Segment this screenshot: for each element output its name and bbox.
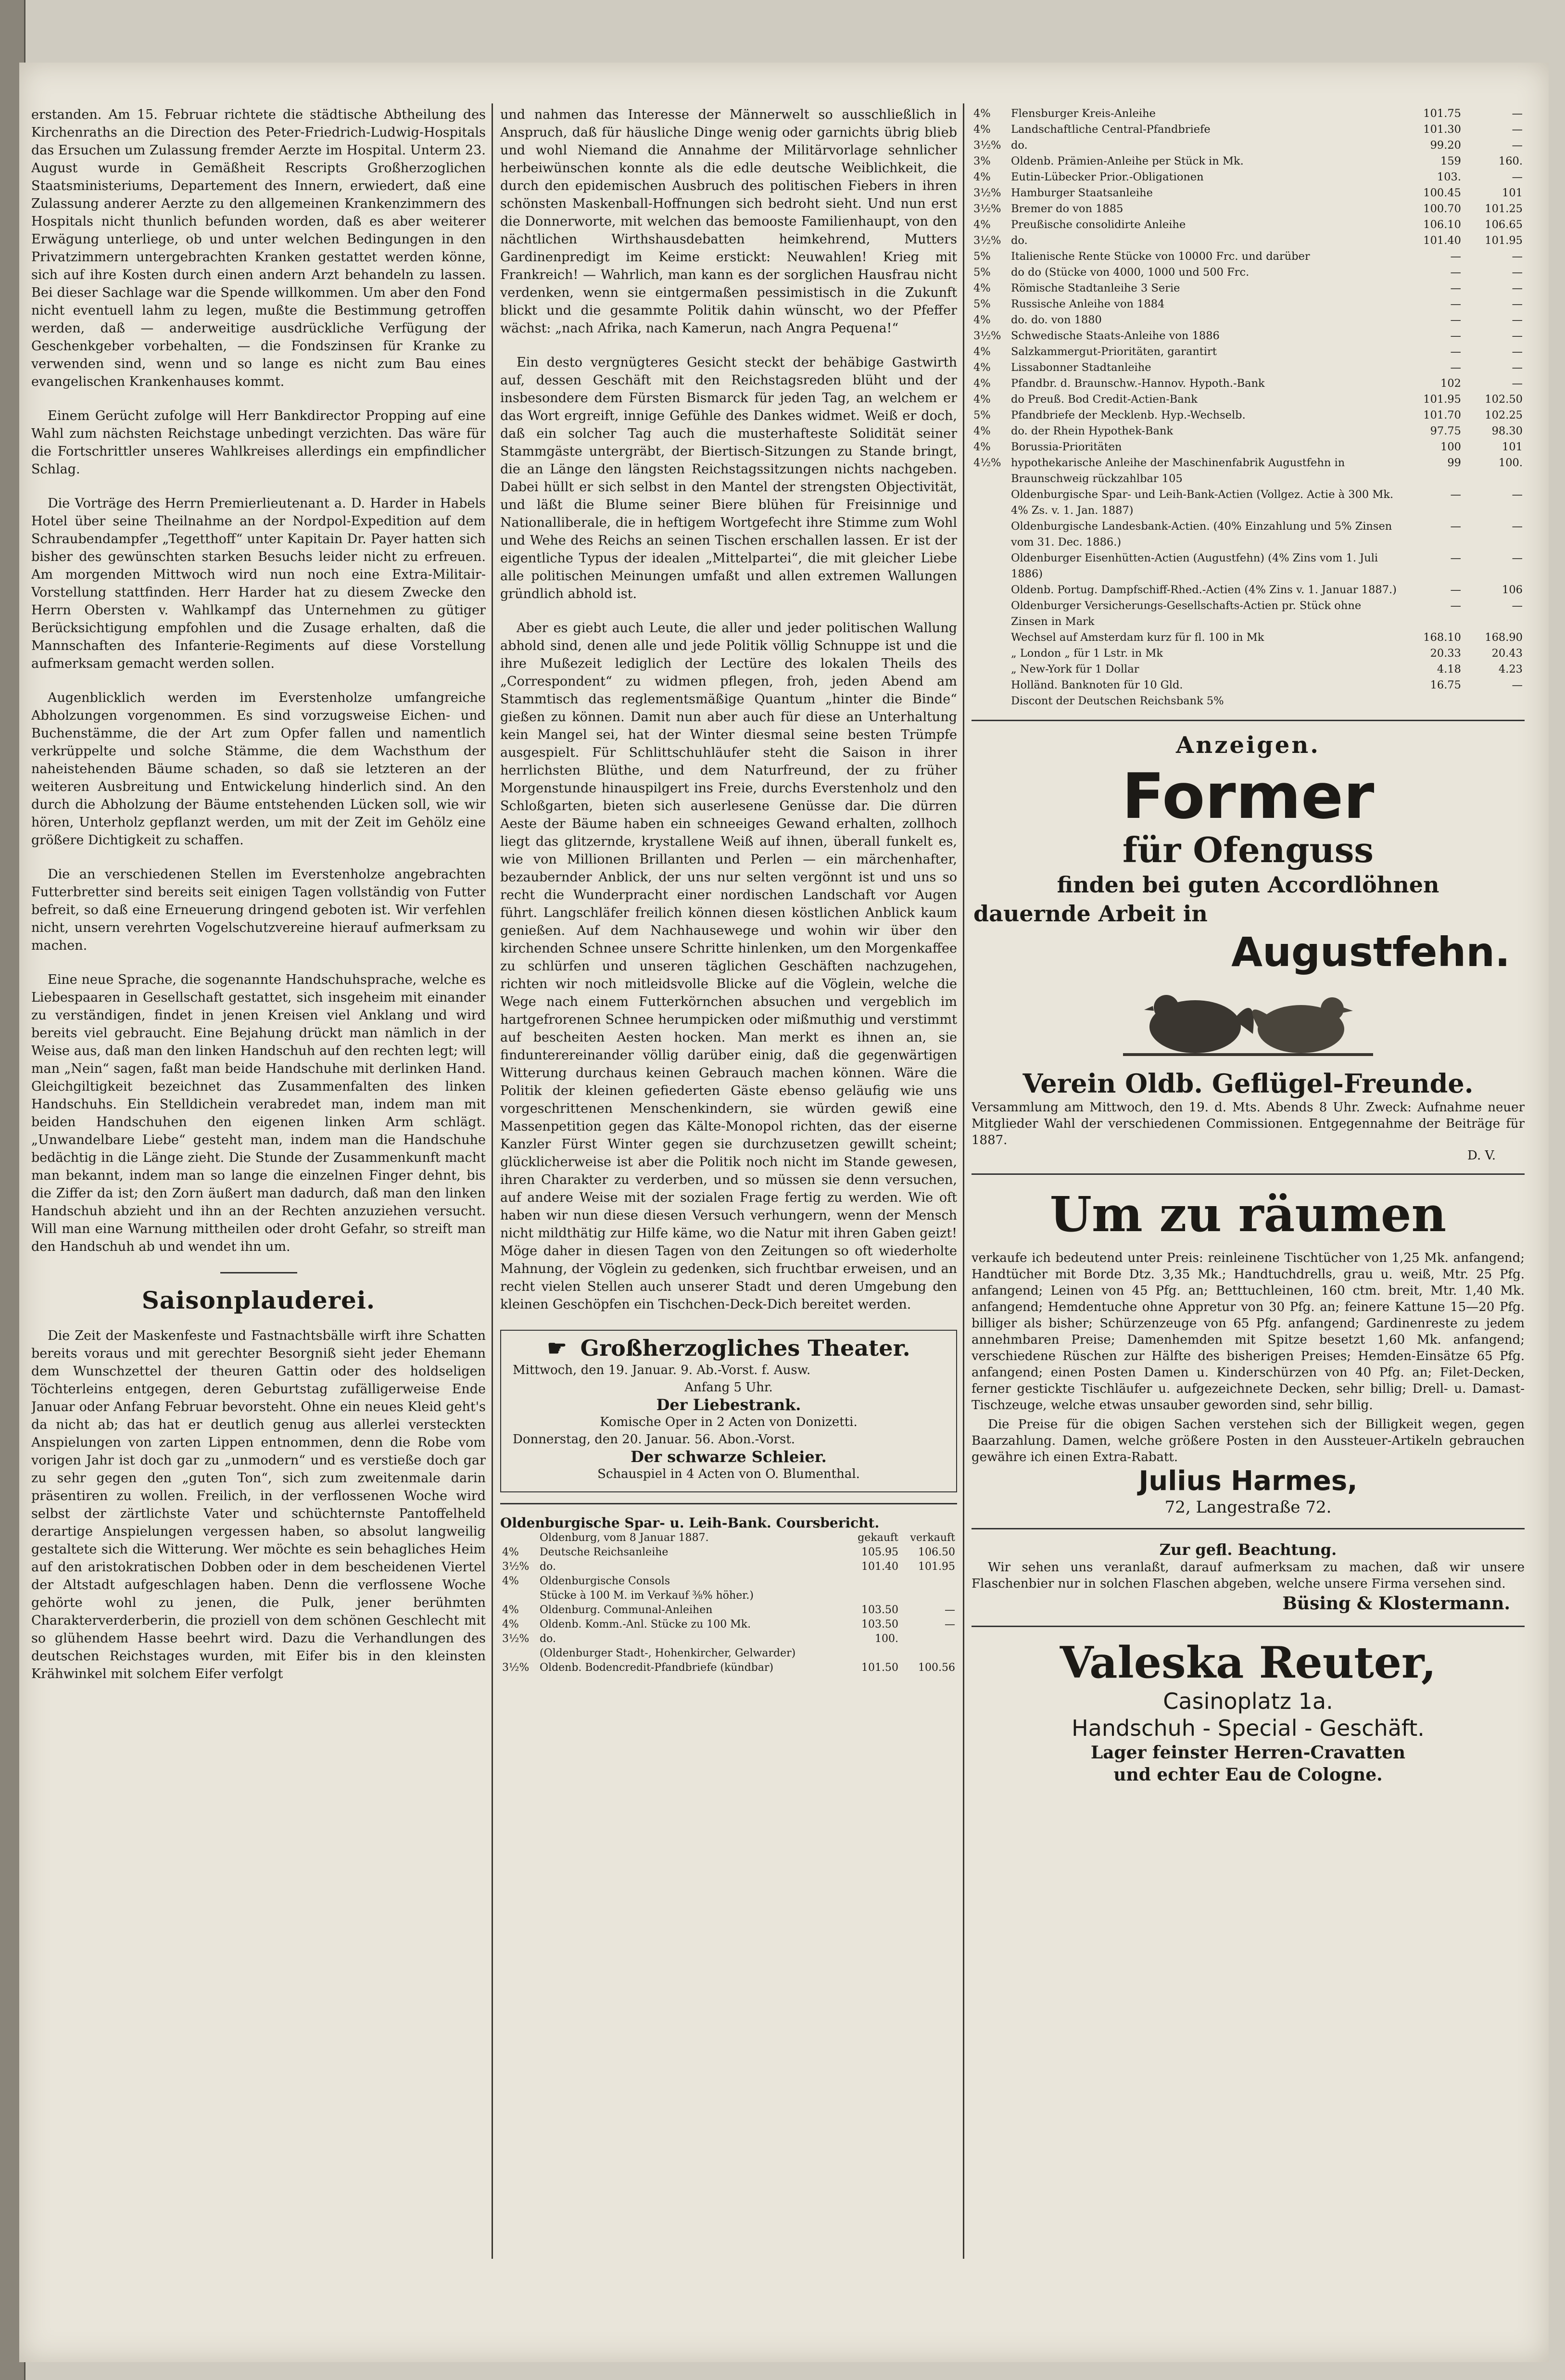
rate-cell	[500, 1589, 538, 1603]
rate-cell: 4%	[973, 123, 991, 136]
security-cell: Oldenburger Versicherungs-Gesellschafts-Actien pr. Stück ohne Zinsen in Mark	[1011, 599, 1362, 628]
value-cell: —	[1512, 139, 1523, 152]
course-row	[972, 519, 1525, 550]
security-cell: Oldenburger Eisenhütten-Actien (Augustfehn) (4% Zins vom 1. Juli 1886)	[1011, 552, 1378, 580]
course-row	[972, 677, 1525, 693]
security-cell: do.	[540, 1633, 556, 1645]
column-rule	[963, 103, 964, 2259]
security-cell: Schwedische Staats-Anleihe von 1886	[1011, 330, 1220, 342]
value-cell: 101.25	[1485, 203, 1523, 215]
course-row	[972, 249, 1525, 265]
value-cell: —	[1512, 123, 1523, 136]
value-cell: 168.90	[1485, 631, 1523, 644]
rate-cell	[500, 1646, 538, 1661]
bank-row	[500, 1617, 957, 1632]
value-cell: 4.23	[1498, 663, 1523, 675]
bank-row	[500, 1603, 957, 1617]
rate-cell: 4%	[502, 1546, 519, 1558]
course-row	[972, 662, 1525, 677]
value-cell: 101.40	[861, 1561, 898, 1573]
bank-report	[500, 1515, 957, 1675]
security-cell: Landschaftliche Central-Pfandbriefe	[1011, 123, 1211, 136]
rate-cell: 3½%	[973, 330, 1001, 342]
column-right	[972, 106, 1525, 1786]
theatre-title: Großherzogliches Theater.	[580, 1335, 910, 1361]
course-row	[972, 122, 1525, 138]
ad-valeska-address: Casinoplatz 1a.	[1163, 1688, 1333, 1714]
security-cell: do. do. von 1880	[1011, 314, 1102, 326]
value-cell: 160.	[1498, 155, 1523, 167]
security-cell: Oldenb. Komm.-Anl. Stücke zu 100 Mk.	[540, 1618, 751, 1630]
value-cell: 101.95	[1485, 234, 1523, 247]
security-cell: Oldenb. Bodencredit-Pfandbriefe (kündbar)	[540, 1662, 774, 1674]
article-futterbretter: Die an verschiedenen Stellen im Everstenholze angebrachten Futterbretter sind bereits seit einigen Tagen vollständig von Futter befreit, so daß eine Erneuerung dringend geboten ist. Wir verfehlen nicht, unsern verehrten Vogelschutzvereine hierauf aufmerksam zu machen.	[31, 867, 486, 953]
value-cell: —	[1512, 266, 1523, 279]
rate-cell: 5%	[973, 409, 991, 421]
ad-valeska-name: Valeska Reuter,	[1060, 1637, 1437, 1688]
course-row	[972, 646, 1525, 662]
rate-cell: 4%	[973, 361, 991, 374]
bank-row	[500, 1574, 957, 1589]
rate-cell	[972, 582, 1009, 598]
course-row	[972, 439, 1525, 455]
security-cell: do Preuß. Bod Credit-Actien-Bank	[1011, 393, 1198, 406]
divider	[972, 1626, 1525, 1627]
article-everstenholz: Augenblicklich werden im Everstenholze umfangreiche Abholzungen vorgenommen. Es sind vorzugsweise Eichen- und Buchenstämme, die der Art zum Opfer fallen und namentlich verkrüppelte und solche Stämme, die dem Wachsthum der naheistehenden Bäume schaden, so daß sie letzteren an der weiteren Ausbreitung und Entwickelung hinderlich sind. An den durch die Abholzung der Bäume entstehenden Lücken soll, wie wir hören, Unterholz gepflanzt werden, um mit der Zeit im Gehölz eine größere Dichtigkeit zu schaffen.	[31, 690, 486, 848]
divider	[972, 720, 1525, 721]
value-cell: —	[1450, 584, 1461, 596]
value-cell	[844, 1574, 900, 1589]
rate-cell: 4%	[973, 107, 991, 120]
value-cell: —	[1450, 345, 1461, 358]
ad-valeska-line: und echter Eau de Cologne.	[1113, 1765, 1383, 1785]
theatre-ad	[500, 1330, 957, 1492]
theatre-line: Schauspiel in 4 Acten von O. Blumenthal.	[597, 1467, 860, 1481]
value-cell: —	[1512, 488, 1523, 501]
value-cell: 100.70	[1423, 203, 1461, 215]
divider	[972, 1173, 1525, 1175]
security-cell: „ New-York für 1 Dollar	[1011, 663, 1139, 675]
value-cell: —	[1512, 520, 1523, 533]
value-cell: 106	[1502, 584, 1523, 596]
value-cell: 100	[1440, 441, 1461, 453]
value-cell: 105.95	[861, 1546, 898, 1558]
value-cell	[900, 1589, 957, 1603]
value-cell: —	[1450, 250, 1461, 263]
value-cell: —	[1512, 599, 1523, 612]
rate-cell: 4%	[973, 425, 991, 437]
ad-beachtung-title: Zur gefl. Beachtung.	[1159, 1540, 1337, 1559]
rate-cell	[972, 677, 1009, 693]
course-row	[972, 693, 1525, 709]
rate-cell: 5%	[973, 266, 991, 279]
poultry-illustration	[1113, 981, 1383, 1063]
article-propping: Einem Gerücht zufolge will Herr Bankdirector Propping auf eine Wahl zum nächsten Reichstage unbedingt verzichten. Das wäre für die Fortschrittler unseres Wahlkreises allerdings ein empfindlicher Schlag.	[31, 408, 486, 477]
article-saisonplauderei: Die Zeit der Maskenfeste und Fastnachtsbälle wirft ihre Schatten bereits voraus und mit gerechter Besorgniß sieht jeder Ehemann dem Wunschzettel der theuren Gattin oder des holdseligen Töchterleins entgegen, deren Geburtstag zufälligerweise Ende Januar oder Anfang Februar bevorsteht. Ohne ein neues Kleid geht's da nicht ab; das hat er deutlich genug aus allerlei versteckten Anspielungen von zarten Lippen entnommen, denn die Robe vom vorigen Jahr ist doch gar zu „unmodern“ und es verstieße doch gar zu sehr gegen den „guten Ton“, sich zum zweitenmale darin präsentiren zu wollen. Freilich, in der verflossenen Woche wird selbst der zärtlichste Vater und schüchternste Pantoffelheld derartige Anspielungen vergessen haben, so absolut langweilig gestaltete sich die Witterung. Wer möchte es sein behagliches Heim auf den aristokratischen Dobben oder in dem bescheidenen Viertel der Altstadt aufgeschlagen haben. Denn die verflossene Woche gehörte wohl zu jenen, die Pulk, jener berühmten Charakterverderberin, die proziell von dem schönen Geschlecht mit so glühendem Hasse beehrt wird. Dazu die Verhandlungen des deutschen Reichstages wurden, mit Eifer bis in den kleinsten Krähwinkel mit solchem Eifer verfolgt	[31, 1328, 486, 1681]
course-row	[972, 582, 1525, 598]
theatre-play: Der schwarze Schleier.	[631, 1448, 827, 1466]
value-cell: 98.30	[1491, 425, 1523, 437]
course-row	[972, 217, 1525, 233]
ad-former-place: Augustfehn.	[1231, 929, 1510, 976]
course-row	[972, 233, 1525, 249]
value-cell: 100.45	[1423, 187, 1461, 199]
course-row	[972, 550, 1525, 582]
theatre-line: Komische Oper in 2 Acten von Donizetti.	[600, 1415, 858, 1429]
value-cell	[1401, 693, 1463, 709]
value-cell: 102	[1440, 377, 1461, 390]
rate-cell: 4%	[973, 282, 991, 294]
value-cell: —	[1512, 171, 1523, 183]
value-cell: 106.50	[918, 1546, 955, 1558]
article-gastwirth: Ein desto vergnügteres Gesicht steckt der behäbige Gastwirth auf, dessen Geschäft mit den Reichstagsreden blüht und der insbesondere dem Fürsten Bismarck für jeden Tag, an welchem er das Wort ergreift, innige Gefühle des Dankes widmet. Weiß er doch, daß ein solcher Tag auch die musterhafteste Solidität seiner Stammgäste untergräbt, der Biertisch-Sitzungen zu Stande bringt, die an Länge den längsten Reichstagssitzungen nichts nachgeben. Dabei hüllt er sich selbst in den Mantel der strengsten Objectivität, und läßt die Blume seiner Biere blühen für Freisinnige und Nationalliberale, die in heftigem Wortgefecht ihre Stimme zum Wohl und Wehe des Reichs an seinen Tischen erschallen lassen. Er ist der eigentliche Typus der idealen „Mittelpartei“, die mit gleicher Liebe alle politischen Meinungen umfaßt und allen extremen Wallungen gründlich abhold ist.	[500, 355, 957, 601]
security-cell: (Oldenburger Stadt-, Hohenkircher, Gelwarder)	[540, 1647, 796, 1659]
security-cell: Bremer do von 1885	[1011, 203, 1123, 215]
divider	[500, 1503, 957, 1504]
security-cell: Borussia-Prioritäten	[1011, 441, 1122, 453]
ad-raeumen-text: Die Preise für die obigen Sachen verstehen sich der Billigkeit wegen, gegen Baarzahlung. Damen, welche größere Posten in den Aussteuer-Artikeln gebrauchen gewähre ich einen Extra-Rabatt.	[972, 1417, 1525, 1464]
value-cell: —	[1512, 330, 1523, 342]
theatre-line: Mittwoch, den 19. Januar. 9. Ab.-Vorst. f. Ausw.	[513, 1363, 811, 1377]
course-row	[972, 153, 1525, 169]
value-cell: 99.20	[1430, 139, 1461, 152]
value-cell: 101.95	[918, 1561, 955, 1573]
value-cell: 102.50	[1485, 393, 1523, 406]
rate-cell: 3½%	[502, 1561, 530, 1573]
value-cell: —	[1512, 377, 1523, 390]
bank-row	[500, 1646, 957, 1661]
value-cell: 100.56	[918, 1662, 955, 1674]
value-cell: —	[1512, 298, 1523, 310]
ad-verein-text: Versammlung am Mittwoch, den 19. d. Mts. Abends 8 Uhr. Zweck: Aufnahme neuer Mitglieder Wahl der verschiedenen Commissionen. Entgegennahme der Beiträge für 1887.	[972, 1100, 1525, 1147]
rate-cell: 4%	[973, 345, 991, 358]
bank-date: Oldenburg, vom 8 Januar 1887.	[540, 1532, 709, 1544]
value-cell: —	[1450, 314, 1461, 326]
rate-cell	[972, 550, 1009, 582]
column-rule	[492, 103, 493, 2259]
value-cell: 168.10	[1423, 631, 1461, 644]
theatre-line: Donnerstag, den 20. Januar. 56. Abon.-Vorst.	[513, 1432, 795, 1447]
bank-title: Oldenburgische Spar- u. Leih-Bank. Coursbericht.	[500, 1515, 880, 1531]
rate-cell	[972, 598, 1009, 630]
course-row	[972, 407, 1525, 423]
value-cell: —	[945, 1604, 955, 1616]
rate-cell: 3½%	[973, 187, 1001, 199]
course-row	[972, 376, 1525, 392]
rate-cell: 4%	[502, 1618, 519, 1630]
value-cell: —	[1450, 298, 1461, 310]
value-cell: 159	[1440, 155, 1461, 167]
column-middle	[500, 106, 957, 1675]
divider	[972, 1528, 1525, 1529]
rate-cell: 3½%	[973, 139, 1001, 152]
value-cell: 103.	[1437, 171, 1461, 183]
value-cell: 106.65	[1485, 218, 1523, 231]
security-cell: Oldenb. Portug. Dampfschiff-Rhed.-Actien (4% Zins v. 1. Januar 1887.)	[1011, 584, 1397, 596]
rate-cell: 4%	[973, 377, 991, 390]
rate-cell: 4%	[973, 171, 991, 183]
rate-cell: 3½%	[973, 203, 1001, 215]
rate-cell: 5%	[973, 250, 991, 263]
value-cell: 101.40	[1423, 234, 1461, 247]
course-row	[972, 392, 1525, 407]
value-cell: 16.75	[1430, 679, 1461, 691]
course-row	[972, 106, 1525, 122]
rate-cell	[972, 630, 1009, 646]
value-cell: —	[1512, 282, 1523, 294]
ad-raeumen-text: verkaufe ich bedeutend unter Preis: reinleinene Tischtücher von 1,25 Mk. anfangend; Handtücher mit Borde Dtz. 3,35 Mk.; Handtuchdrells, grau u. weiß, Mtr. 25 Pfg. anfangend; Leinen von 45 Pfg. an; Betttuchleinen, 160 ctm. breit, Mtr. 1,40 Mk. anfangend; Hemdentuche ohne Appretur von 30 Pfg. an; feinere Kattune 15—20 Pfg. billiger als bisher; Schürzenzeuge von 65 Pfg. anfangend; Gardinenreste zu jedem annehmbaren Preise; Damenhemden mit Spitze besetzt 1,60 Mk. anfangend; verschiedene Rüschen zur Hälfte des bisherigen Preises; Hemden-Einsätze 65 Pfg. anfangend; einen Posten Damen u. Kinderschürzen von 40 Pfg. an; Filet-Decken, ferner gestickte Tischläufer u. aufgezeichnete Decken, sehr billig; Drell- u. Damast-Tischzeuge, welche etwas unsauber geworden sind, sehr billig.	[972, 1251, 1525, 1413]
rate-cell	[972, 519, 1009, 550]
course-row	[972, 185, 1525, 201]
value-cell: —	[1450, 282, 1461, 294]
ad-verein-title: Verein Oldb. Geflügel-Freunde.	[1022, 1068, 1474, 1099]
security-cell: Oldenburg. Communal-Anleihen	[540, 1604, 713, 1616]
pointing-hand-icon: ☛	[547, 1335, 567, 1361]
course-row	[972, 423, 1525, 439]
course-row	[972, 169, 1525, 185]
course-row	[972, 296, 1525, 312]
security-cell: do do (Stücke von 4000, 1000 und 500 Frc.	[1011, 266, 1249, 279]
security-cell: Wechsel auf Amsterdam kurz für fl. 100 in Mk	[1011, 631, 1264, 644]
value-cell: —	[1512, 361, 1523, 374]
security-cell: Discont der Deutschen Reichsbank 5%	[1011, 695, 1224, 707]
article-winter: Aber es giebt auch Leute, die aller und jeder politischen Wallung abhold sind, denen alle und jede Politik völlig Schnuppe ist und die ihre Mußezeit lediglich der Lectüre des lokalen Theils des „Correspondent“ zu widmen pflegen, froh, jeden Abend am Stammtisch das reglementsmäßige Quantum „hinter die Binde“ gießen zu können. Damit nun aber auch für diese an Unterhaltung kein Mangel sei, hat der Winter diesmal seine besten Trümpfe ausgespielt. Für Schlittschuhläufer steht die Saison in ihrer herrlichsten Blüthe, und dem Naturfreund, der zu früher Morgenstunde hinauspilgert ins Freie, durchs Everstenholz und den Schloßgarten, bieten sich auserlesene Genüsse dar. Die dürren Aeste der Bäume haben ein schneeiges Gewand erhalten, zollhoch liegt das glitzernde, krystallene Weiß auf ihnen, überall funkelt es, wie von Millionen Brillanten und Perlen — ein märchenhafter, bezaubernder Anblick, der uns nur selten vergönnt ist und uns so recht die Wunderpracht einer nordischen Landschaft vor Augen führt. Langschläfer freilich können diesen köstlichen Anblick kaum genießen. Auf dem Nachhausewege und wohin wir über den kirchenden Schnee unsere Schritte hinlenken, um den Morgenkaffee zu schlürfen und unseren täglichen Geschäften nachzugehen, richten wir noch mitleidsvolle Blicke auf die Vöglein, welche die Wege nach einem Futterkörnchen absuchen und vergeblich im hartgefrorenen Schnee herumpicken oder mißmuthig und verstimmt auf bescheiten Aesten hocken. Man merkt es ihnen an, sie findunterereinander völlig darüber einig, daß die gegenwärtigen Witterung durchaus keinen Gebrauch machen können. Wäre die Politik der kleinen gefiederten Gäste ebenso geläufig wie uns vorgeschrittenen Menschenkindern, sie würden gewiß eine Massenpetition gegen das Kälte-Monopol richten, das der eiserne Kanzler Fürst Winter gegen sie durchzusetzen gewillt scheint; glücklicherweise ist aber die Politik noch nicht im Stande gewesen, ihren Charakter zu verderben, und so müssen sie denn versuchen, auf andere Weise mit der sozialen Frage fertig zu werden. Wie oft haben wir nun diese diesen Versuch verhungern, wenn der Mensch nicht mildthätig zur Hilfe käme, wo die Natur mit ihren Gaben geizt! Möge daher in diesen Tagen von den Zeitungen so oft wiederholte Mahnung, der Vöglein zu gedenken, sich fruchtbar erweisen, und an recht vielen Stellen auch unserer Stadt und deren Umgebung den kleinen Geschöpfen ein Tischchen-Deck-Dich bereitet werden.	[500, 621, 957, 1312]
value-cell: —	[1450, 488, 1461, 501]
course-row	[972, 360, 1525, 376]
column-left	[31, 106, 486, 1699]
rate-cell: 4%	[973, 218, 991, 231]
value-cell: —	[1512, 250, 1523, 263]
value-cell: 101	[1502, 441, 1523, 453]
security-cell: do.	[1011, 234, 1028, 247]
rate-cell	[972, 662, 1009, 677]
ad-former-subtitle: für Ofenguss	[1123, 829, 1374, 870]
course-table	[972, 106, 1525, 709]
security-cell: Russische Anleihe von 1884	[1011, 298, 1165, 310]
security-cell: Lissabonner Stadtanleihe	[1011, 361, 1151, 374]
security-cell: do.	[1011, 139, 1028, 152]
rate-cell: 4%	[973, 441, 991, 453]
security-cell: Oldenb. Prämien-Anleihe per Stück in Mk.	[1011, 155, 1244, 167]
bank-row	[500, 1632, 957, 1646]
ad-harmes-address: 72, Langestraße 72.	[1164, 1498, 1332, 1517]
rate-cell: 5%	[973, 298, 991, 310]
ad-former-title: Former	[1122, 760, 1375, 833]
security-cell: Salzkammergut-Prioritäten, garantirt	[1011, 345, 1217, 358]
ad-raeumen-title: Um zu räumen	[1049, 1186, 1447, 1243]
security-cell: Italienische Rente Stücke von 10000 Frc. und darüber	[1011, 250, 1310, 263]
article-continued: und nahmen das Interesse der Männerwelt so ausschließlich in Anspruch, daß für häusliche Dinge wenig oder garnichts übrig blieb und wohl Niemand die Annahme der Militärvorlage sehnlicher herbeiwünschen konnte als die edle deutsche Weiblichkeit, die durch den epidemischen Ausbruch des politischen Fiebers in ihren schönsten Maskenball-Hoffnungen sich bedroht sieht. Und nun erst die Donnerworte, mit welchen das bemooste Familienhaupt, von den nächtlichen Wirthshausdebatten heimkehrend, Mutters Gardinenpredigt im Keime erstickt: Neuwahlen! Krieg mit Frankreich! — Wahrlich, man kann es der sorglichen Hausfrau nicht verdenken, wenn sie eintgermaßen pessimistisch in die Zukunft blickt und die gesammte Politik dahin wünscht, wo der Pfeffer wächst: „nach Afrika, nach Kamerun, nach Angra Pequena!“	[500, 107, 957, 336]
value-cell: —	[945, 1618, 955, 1630]
rate-cell: 4%	[973, 314, 991, 326]
value-cell: 100.	[875, 1633, 898, 1645]
value-cell: 100.	[1498, 457, 1523, 469]
course-row	[972, 312, 1525, 328]
column-header: gekauft	[858, 1532, 898, 1544]
security-cell: Oldenburgische Landesbank-Actien. (40% Einzahlung und 5% Zinsen vom 31. Dec. 1886.)	[1011, 520, 1392, 548]
value-cell: —	[1450, 520, 1461, 533]
rate-cell: 3½%	[502, 1633, 530, 1645]
value-cell	[844, 1589, 900, 1603]
course-row	[972, 487, 1525, 519]
ad-harmes-name: Julius Harmes,	[1138, 1465, 1358, 1497]
value-cell: —	[1450, 266, 1461, 279]
value-cell: —	[1450, 552, 1461, 564]
rate-cell	[972, 693, 1009, 709]
ad-former-line: finden bei guten Accordlöhnen	[1057, 872, 1439, 898]
security-cell: Pfandbr. d. Braunschw.-Hannov. Hypoth.-Bank	[1011, 377, 1265, 390]
value-cell: 99	[1447, 457, 1461, 469]
value-cell: 106.10	[1423, 218, 1461, 231]
security-cell: „ London „ für 1 Lstr. in Mk	[1011, 647, 1163, 660]
theatre-play: Der Liebestrank.	[656, 1396, 801, 1414]
security-cell: do.	[540, 1561, 556, 1573]
value-cell: —	[1512, 314, 1523, 326]
rate-cell	[972, 646, 1009, 662]
security-cell: hypothekarische Anleihe der Maschinenfabrik Augustfehn in Braunschweig rückzahlbar 105	[1011, 457, 1345, 485]
security-cell: do. der Rhein Hypothek-Bank	[1011, 425, 1174, 437]
course-row	[972, 630, 1525, 646]
article-harder: Die Vorträge des Herrn Premierlieutenant a. D. Harder in Habels Hotel über seine Theilnahme an der Nordpol-Expedition auf dem Schraubendampfer „Tegetthoff“ unter Kapitain Dr. Payer hatten sich bisher des gewünschten starken Besuchs leider nicht zu erfreuen. Am morgenden Mittwoch wird nun noch eine Extra-Militair-Vorstellung stattfinden. Herr Harder hat zu diesem Zwecke den Herrn Obersten v. Wahlkampf das Unternehmen zu gütiger Berücksichtigung empfohlen und die Zusage erhalten, daß die Mannschaften des Infanterie-Regiments auf diese Vorstellung aufmerksam gemacht werden sollen.	[31, 496, 486, 671]
value-cell: 20.43	[1491, 647, 1523, 660]
security-cell: Deutsche Reichsanleihe	[540, 1546, 669, 1558]
value-cell: 20.33	[1430, 647, 1461, 660]
rate-cell: 4%	[502, 1575, 519, 1587]
security-cell: Hamburger Staatsanleihe	[1011, 187, 1153, 199]
value-cell	[900, 1632, 957, 1646]
security-cell: Oldenburgische Spar- und Leih-Bank-Actien (Vollgez. Actie à 300 Mk. 4% Zs. v. 1. Jan. 1887)	[1011, 488, 1394, 517]
bank-table	[500, 1531, 957, 1675]
course-row	[972, 265, 1525, 280]
value-cell	[900, 1574, 957, 1589]
value-cell: —	[1512, 345, 1523, 358]
security-cell: Oldenburgische Consols	[540, 1575, 670, 1587]
value-cell	[844, 1646, 900, 1661]
rate-cell: 3½%	[973, 234, 1001, 247]
security-cell: Preußische consolidirte Anleihe	[1011, 218, 1186, 231]
theatre-title-row	[513, 1335, 945, 1361]
value-cell	[1463, 693, 1525, 709]
bank-row	[500, 1560, 957, 1574]
ad-valeska-shop: Handschuh - Special - Geschäft.	[1072, 1715, 1425, 1741]
course-row	[972, 201, 1525, 217]
rate-cell: 4½%	[973, 457, 1001, 469]
course-row	[972, 328, 1525, 344]
value-cell: —	[1450, 361, 1461, 374]
course-row	[972, 138, 1525, 153]
value-cell: 4.18	[1437, 663, 1461, 675]
theatre-line: Anfang 5 Uhr.	[684, 1380, 773, 1395]
ads-heading: Anzeigen.	[1176, 732, 1320, 759]
value-cell: —	[1512, 107, 1523, 120]
rate-cell: 4%	[502, 1604, 519, 1616]
value-cell: 101.50	[861, 1662, 898, 1674]
column-header: verkauft	[910, 1532, 955, 1544]
security-cell: Flensburger Kreis-Anleihe	[1011, 107, 1156, 120]
value-cell: —	[1512, 552, 1523, 564]
value-cell: 101.75	[1423, 107, 1461, 120]
divider	[220, 1272, 297, 1273]
article-handschuhsprache: Eine neue Sprache, die sogenannte Handschuhsprache, welche es Liebespaaren in Gesellschaft gestattet, sich insgeheim mit einander zu verständigen, findet in jenen Kreisen viel Anklang und wird bereits viel gebraucht. Eine Bejahung drückt man nämlich in der Weise aus, daß man den linken Handschuh auf den rechten legt; will man „Nein“ sagen, faßt man beide Handschuhe mit derlinken Hand. Gleichgiltigkeit bezeichnet das Zusammenfalten des linken Handschuhs. Ein Stelldichein verabredet man, indem man mit beiden Handschuhen den eigenen linken Arm schlägt. „Unwandelbare Liebe“ gesteht man, indem man die Handschuhe bedächtig in die Länge zieht. Die Stunde der Zusammenkunft macht man bekannt, indem man so lange die einzelnen Finger dehnt, bis die Ziffer da ist; den Zorn äußert man dadurch, daß man den linken Handschuh abzieht und ihn an der Rechten anzuziehen versucht. Will man eine Warnung mittheilen oder droht Gefahr, so streift man den Handschuh ab und wendet ihn um.	[31, 972, 486, 1254]
course-row	[972, 598, 1525, 630]
security-cell: Römische Stadtanleihe 3 Serie	[1011, 282, 1180, 294]
rate-cell: 3½%	[502, 1662, 530, 1674]
table-header	[500, 1531, 957, 1545]
ad-former-line: dauernde Arbeit in	[973, 901, 1208, 927]
section-heading: Saisonplauderei.	[141, 1286, 376, 1314]
security-cell: Pfandbriefe der Mecklenb. Hyp.-Wechselb.	[1011, 409, 1246, 421]
ad-buesing: Büsing & Klostermann.	[1282, 1593, 1510, 1614]
bank-row	[500, 1661, 957, 1675]
course-row	[972, 280, 1525, 296]
security-cell: Eutin-Lübecker Prior.-Obligationen	[1011, 171, 1204, 183]
rate-cell: 3%	[973, 155, 991, 167]
security-cell: Stücke à 100 M. im Verkauf ⅜% höher.)	[540, 1590, 754, 1602]
value-cell: —	[1512, 679, 1523, 691]
value-cell: 101	[1502, 187, 1523, 199]
value-cell: 97.75	[1430, 425, 1461, 437]
value-cell	[900, 1646, 957, 1661]
rate-cell: 4%	[973, 393, 991, 406]
article-hospital: erstanden. Am 15. Februar richtete die städtische Abtheilung des Kirchenraths an die Direction des Peter-Friedrich-Ludwig-Hospitals das Ersuchen um Zulassung fremder Aerzte im Hospital. Unterm 23. August wurde in Gemäßheit Rescripts Großherzoglichen Staatsministeriums, Departement des Innern, erwiedert, daß eine Zulassung anderer Aerzte zu den allgemeinen Krankenzimmern des Hospitals nicht thunlich befunden worden, daß es aber weiterer Erwägung unterliege, ob und unter welchen Bedingungen in den Privatzimmern untergebrachten Kranken gestattet werden könne, sich auf ihre Kosten durch einen andern Arzt behandeln zu lassen. Bei dieser Sachlage war die Spende willkommen. Um aber den Fond nicht eventuell lahm zu legen, mußte die Bestimmung getroffen werden, daß — anderweitige ausdrückliche Verfügung der Geschenkgeber vorbehalten, — die Fondszinsen für Kranke zu verwenden sind, wenn und so lange es nicht zum Bau eines evangelischen Krankenhauses kommt.	[31, 107, 486, 389]
ad-verein-sign: D. V.	[1467, 1148, 1496, 1163]
value-cell: 103.50	[861, 1618, 898, 1630]
value-cell: 103.50	[861, 1604, 898, 1616]
bank-row	[500, 1589, 957, 1603]
course-row	[972, 455, 1525, 487]
security-cell: Holländ. Banknoten für 10 Gld.	[1011, 679, 1183, 691]
ad-valeska-line: Lager feinster Herren-Cravatten	[1090, 1743, 1406, 1763]
value-cell: —	[1450, 599, 1461, 612]
bank-row	[500, 1545, 957, 1560]
value-cell: 101.95	[1423, 393, 1461, 406]
ad-beachtung-text: Wir sehen uns veranlaßt, darauf aufmerksam zu machen, daß wir unsere Flaschenbier nur in solchen Flaschen abgeben, welche unsere Firma versehen sind.	[972, 1560, 1525, 1591]
course-row	[972, 344, 1525, 360]
value-cell: 101.30	[1423, 123, 1461, 136]
value-cell: —	[1450, 330, 1461, 342]
rate-cell	[972, 487, 1009, 519]
value-cell: 102.25	[1485, 409, 1523, 421]
value-cell: 101.70	[1423, 409, 1461, 421]
